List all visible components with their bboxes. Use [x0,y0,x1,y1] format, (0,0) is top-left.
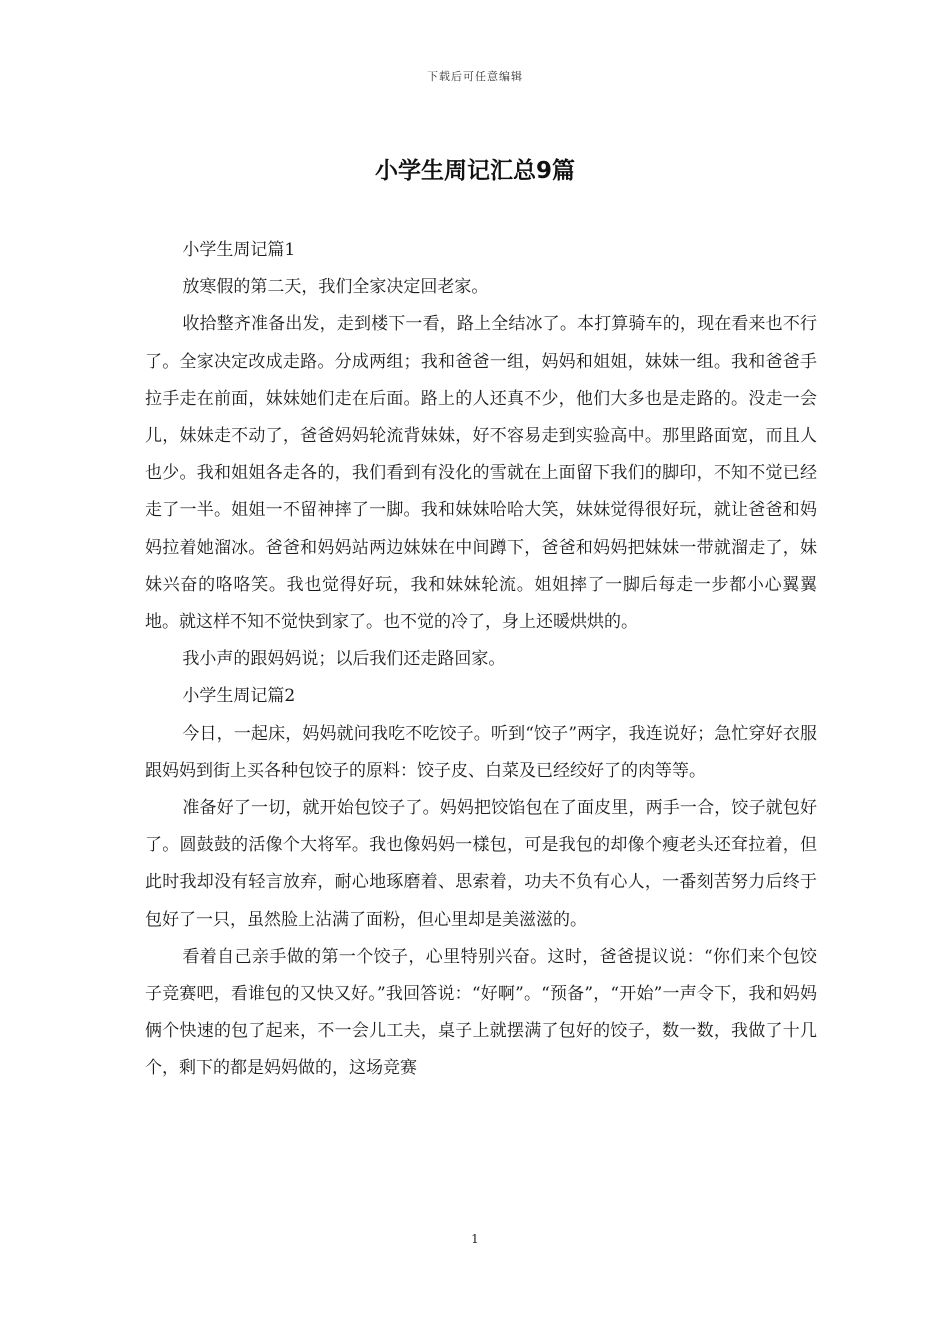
document-body [145,232,817,1088]
header-note: 下载后可任意编辑 [427,70,523,83]
paragraph: 放寒假的第二天，我们全家决定回老家。 [182,277,489,298]
paragraph: 收拾整齐准备出发，走到楼下一看，路上全结冰了。本打算骑车的，现在看来也不行了。全家决定改成走路。分成两组；我和爸爸一组，妈妈和姐姐，妹妹一组。我和爸爸手拉手走在前面，妹妹她们走在后面。路上的人还真不少，他们大多也是走路的。没走一会儿，妹妹走不动了，爸爸妈妈轮流背妹妹，好不容易走到实验高中。那里路面宽，而且人也少。我和姐姐各走各的，我们看到有没化的雪就在上面留下我们的脚印，不知不觉已经走了一半。姐姐一不留神摔了一脚。我和妹妹哈哈大笑，妹妹觉得很好玩，就让爸爸和妈妈拉着她溜冰。爸爸和妈妈站两边妹妹在中间蹲下，爸爸和妈妈把妹妹一带就溜走了，妹妹兴奋的咯咯笑。我也觉得好玩，我和妹妹轮流。姐姐摔了一脚后每走一步都小心翼翼地。就这样不知不觉快到家了。也不觉的冷了，身上还暖烘烘的。 [145,314,817,633]
paragraph: 今日，一起床，妈妈就问我吃不吃饺子。听到“饺子”两字，我连说好；急忙穿好衣服跟妈妈到街上买各种包饺子的原料：饺子皮、白菜及已经绞好了的肉等等。 [145,723,817,781]
document-title: 小学生周记汇总9篇 [374,158,575,184]
paragraph: 我小声的跟妈妈说；以后我们还走路回家。 [182,649,506,670]
page-number: 1 [471,1232,479,1246]
section-heading-2: 小学生周记篇2 [182,686,296,707]
paragraph: 看着自己亲手做的第一个饺子，心里特别兴奋。这时，爸爸提议说：“你们来个包饺子竞赛吧，看谁包的又快又好。”我回答说：“好啊”。“预备”，“开始”一声令下，我和妈妈俩个快速的包了起来，不一会儿工夫，桌子上就摆满了包好的饺子，数一数，我做了十几个，剩下的都是妈妈做的，这场竞赛 [145,946,817,1079]
section-heading-1: 小学生周记篇1 [182,240,296,260]
paragraph: 准备好了一切，就开始包饺子了。妈妈把饺馅包在了面皮里，两手一合，饺子就包好了。圆鼓鼓的活像个大将军。我也像妈妈一樣包，可是我包的却像个瘦老头还耷拉着，但此时我却没有轻言放弃，耐心地琢磨着、思索着，功夫不负有心人，一番刻苦努力后终于包好了一只，虽然脸上沾满了面粉，但心里却是美滋滋的。 [145,798,817,930]
